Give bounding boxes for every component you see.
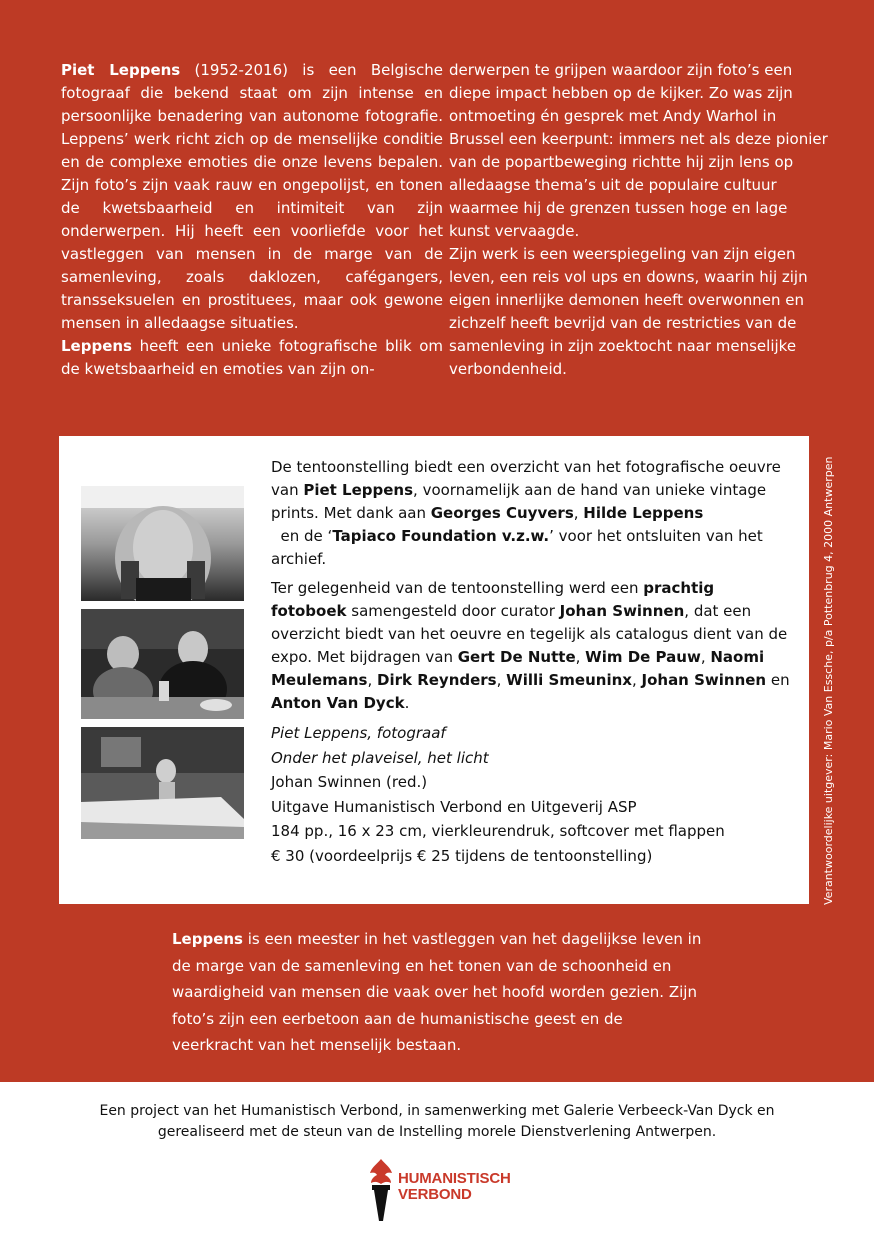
photo-tattooed-man xyxy=(81,486,244,601)
intro-column-left xyxy=(61,59,443,381)
footer-line-2: gerealiseerd met de steun van de Instelling morele Dienstverlening Antwerpen. xyxy=(157,1124,717,1140)
artist-name: Piet Leppens xyxy=(61,61,181,79)
logo-wordmark: HUMANISTISCH VERBOND xyxy=(398,1170,511,1203)
book-subtitle: Onder het plaveisel, het licht xyxy=(271,748,489,767)
intro-column-right xyxy=(449,59,831,381)
book-specs: 184 pp., 16 x 23 cm, vierkleurendruk, softcover met flappen xyxy=(271,822,725,841)
intro-paragraph-1: Piet Leppens (1952-2016) is een Belgische fotograaf die bekend staat om zijn intense en persoonlijke benadering van autonome fotografie. Leppens’ werk richt zich op de menselijke conditie en de complexe emoties die onze levens bepalen. Zijn foto’s zijn vaak rauw en ongepolijst, en tonen de kwetsbaarheid en intimiteit van zijn onderwerpen. Hij heeft een voorliefde voor het vastleggen van mensen in de marge van de samenleving, zoals daklozen, cafégangers, transseksuelen en prostituees, maar ook gewone mensen in alledaagse situaties. xyxy=(61,61,443,332)
exhibition-paragraph: De tentoonstelling biedt een overzicht van het fotografische oeuvre van Piet Leppens, voornamelijk aan de hand van unieke vintage prints. Met dank aan Georges Cuyvers, Hilde Leppens en de ‘Tapiaco Foundation v.z.w.’ voor het ontsluiten van het archief. xyxy=(271,458,781,568)
artist-surname: Leppens xyxy=(61,337,132,355)
book-editor: Johan Swinnen (red.) xyxy=(271,773,428,792)
intro-paragraph-2-start: Leppens heeft een unieke fotografische blik om de kwetsbaarheid en emoties van zijn on- xyxy=(61,337,443,378)
footer-line-1: Een project van het Humanistisch Verbond, in samenwerking met Galerie Verbeeck-Van Dyck en xyxy=(99,1103,775,1119)
photobook-paragraph: Ter gelegenheid van de tentoonstelling werd een prachtig fotoboek samengesteld door curator Johan Swinnen, dat een overzicht biedt van het oeuvre en tegelijk als catalogus dient van de expo. Met bijdragen van Gert De Nutte, Wim De Pauw, Naomi Meulemans, Dirk Reynders, Willi Smeuninx, Johan Swinnen en Anton Van Dyck. xyxy=(271,579,790,712)
intro-paragraph-2-end: derwerpen te grijpen waardoor zijn foto’s een diepe impact hebben op de kijker. Zo was zijn ontmoeting én gesprek met Andy Warhol in Brussel een keerpunt: immers net als deze pionier van de popartbeweging richtte hij zijn lens op alledaagse thema’s uit de populaire cultuur waarmee hij de grenzen tussen hoge en lage kunst vervaagde. xyxy=(449,61,828,240)
book-publisher: Uitgave Humanistisch Verbond en Uitgeverij ASP xyxy=(271,797,637,816)
photo-woman-on-bed xyxy=(81,727,244,839)
exhibition-box xyxy=(59,436,809,904)
book-details xyxy=(271,721,791,869)
book-title: Piet Leppens, fotograaf xyxy=(271,724,446,742)
book-price: € 30 (voordeelprijs € 25 tijdens de tentoonstelling) xyxy=(271,846,653,865)
closing-paragraph: Leppens is een meester in het vastleggen van het dagelijkse leven in de marge van de samenleving en het tonen van de schoonheid en waardigheid van mensen die vaak over het hoofd worden gezien. Zijn foto’s zijn een eerbetoon aan de humanistische geest en de veerkracht van het menselijk bestaan. xyxy=(172,930,702,1055)
photo-cafe-couple xyxy=(81,609,244,719)
footer-credits xyxy=(0,1101,874,1143)
torch-icon xyxy=(366,1155,396,1225)
intro-paragraph-3: Zijn werk is een weerspiegeling van zijn eigen leven, een reis vol ups en downs, waarin hij zijn eigen innerlijke demonen heeft overwonnen en zichzelf heeft bevrijd van de restricties van de samenleving in zijn zoektocht naar menselijke verbondenheid. xyxy=(449,245,808,378)
exhibition-text xyxy=(271,456,791,869)
publisher-note: Verantwoordelijke uitgever: Mario Van Essche, p/a Pottenbrug 4, 2000 Antwerpen xyxy=(822,456,835,905)
